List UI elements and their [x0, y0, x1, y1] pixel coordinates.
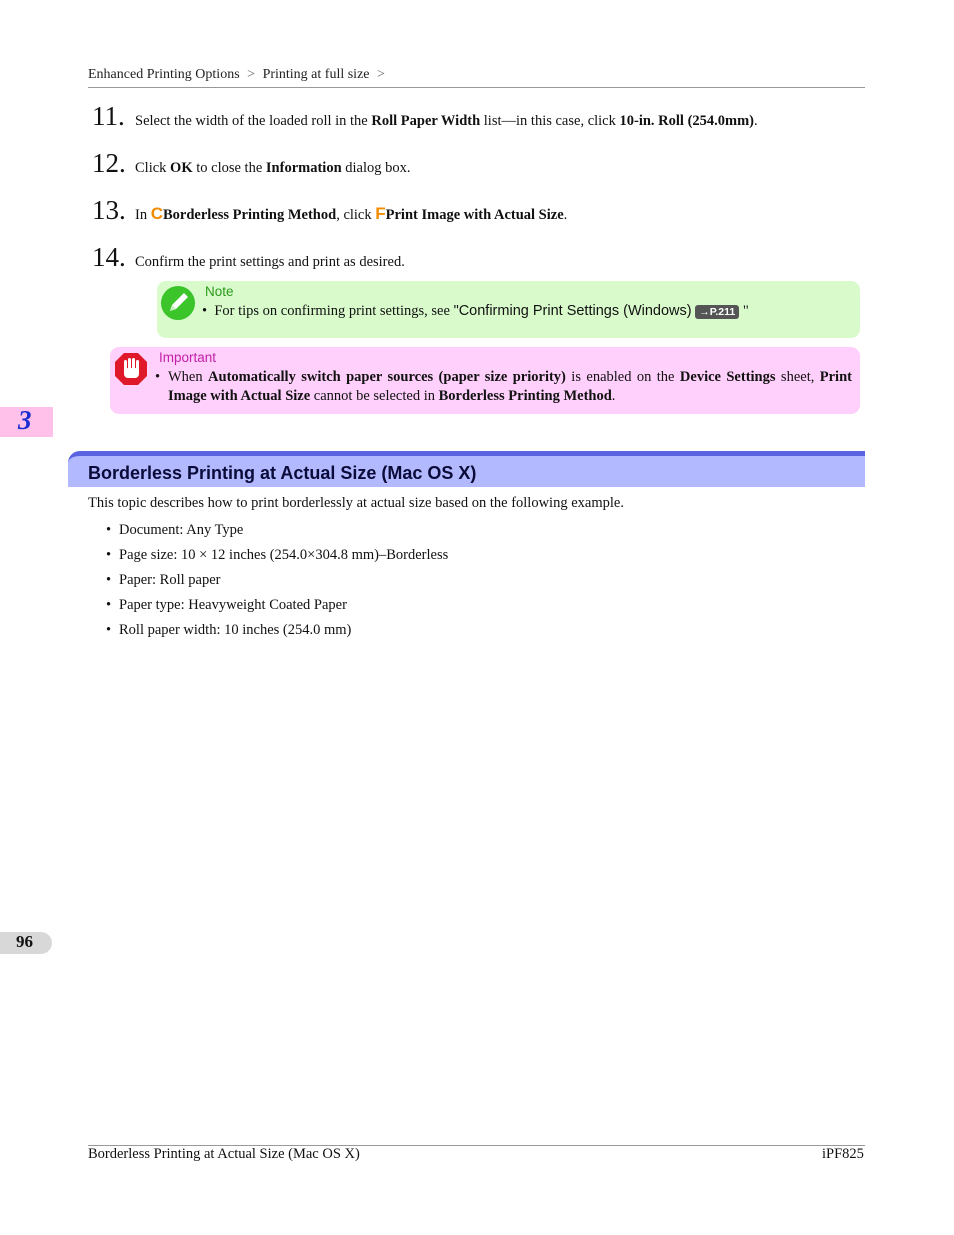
- step-number: 11.: [92, 101, 125, 131]
- page-number-tab: [0, 932, 52, 954]
- step-14: [92, 242, 405, 273]
- step-number: 14.: [92, 242, 126, 272]
- step-text: Click OK to close the Information dialog box.: [135, 160, 411, 176]
- list-item: • Document: Any Type: [106, 522, 448, 547]
- section-intro: This topic describes how to print borderlessly at actual size based on the following example.: [88, 495, 624, 511]
- step-11: [92, 101, 758, 132]
- note-link[interactable]: "Confirming Print Settings (Windows): [453, 303, 692, 319]
- section-heading: [68, 451, 865, 487]
- breadcrumb-separator: >: [377, 67, 385, 82]
- stop-hand-icon: [114, 352, 148, 386]
- step-13: [92, 195, 567, 226]
- list-item: • Roll paper width: 10 inches (254.0 mm): [106, 622, 448, 647]
- callout-letter-c-icon: C: [150, 204, 163, 223]
- page-ref-badge[interactable]: →P.211: [695, 305, 739, 319]
- step-12: [92, 148, 411, 179]
- step-number: 12.: [92, 148, 126, 178]
- note-label: Note: [205, 284, 234, 299]
- header-rule: [88, 87, 865, 88]
- page-number: 96: [16, 932, 33, 951]
- list-item: • Paper: Roll paper: [106, 572, 448, 597]
- important-text: • When Automatically switch paper sources (paper size priority) is enabled on the Device Settings sheet, Print Image with Actual Size cannot be selected in Borderless Printing Method.: [155, 369, 852, 404]
- example-list: [106, 522, 448, 647]
- chapter-tab[interactable]: [0, 407, 53, 437]
- breadcrumb-item-enhanced-printing[interactable]: Enhanced Printing Options: [88, 67, 240, 82]
- step-number: 13.: [92, 195, 126, 225]
- breadcrumb-separator: >: [247, 67, 256, 82]
- footer-model: iPF825: [822, 1146, 864, 1162]
- callout-letter-f-icon: F: [375, 204, 386, 223]
- breadcrumb-item-printing-full-size[interactable]: Printing at full size: [262, 67, 370, 82]
- list-item: • Paper type: Heavyweight Coated Paper: [106, 597, 448, 622]
- footer-section-title: Borderless Printing at Actual Size (Mac OS X): [88, 1146, 360, 1162]
- step-text: Confirm the print settings and print as desired.: [135, 254, 405, 270]
- important-label: Important: [159, 350, 217, 365]
- list-item: • Page size: 10 × 12 inches (254.0×304.8 mm)–Borderless: [106, 547, 448, 572]
- step-text: Select the width of the loaded roll in the Roll Paper Width list—in this case, click 10-in. Roll (254.0mm).: [135, 113, 758, 129]
- step-text: In CBorderless Printing Method, click FPrint Image with Actual Size.: [135, 204, 568, 223]
- pencil-check-icon: [161, 286, 195, 320]
- section-title: Borderless Printing at Actual Size (Mac OS X): [88, 463, 477, 483]
- breadcrumb: [88, 67, 389, 83]
- note-text: • For tips on confirming print settings, see "Confirming Print Settings (Windows) →P.211 ": [202, 303, 749, 319]
- chapter-number: 3: [18, 405, 32, 435]
